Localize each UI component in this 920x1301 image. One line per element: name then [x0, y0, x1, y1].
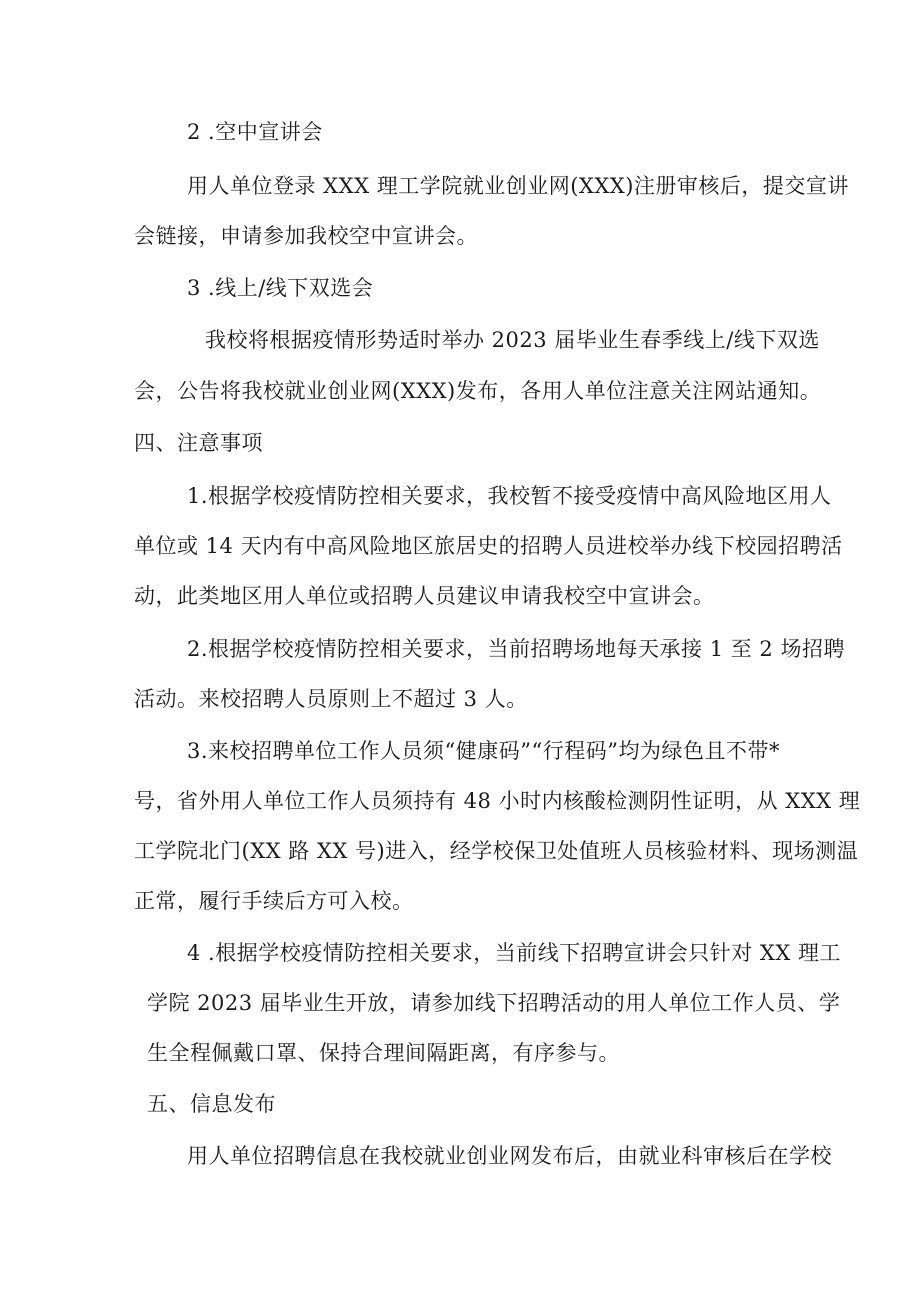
paragraph-line: 工学院北门(XX 路 XX 号)进入，经学校保卫处值班人员核验材料、现场测温 — [134, 839, 859, 863]
paragraph-line: 3.来校招聘单位工作人员须“健康码”“行程码”均为绿色且不带* — [187, 739, 780, 763]
section-heading-job-fair: 3 .线上/线下双选会 — [187, 276, 374, 300]
paragraph-line: 我校将根据疫情形势适时举办 2023 届毕业生春季线上/线下双选 — [205, 328, 820, 352]
section-heading-sky-presentation: 2 .空中宣讲会 — [187, 120, 323, 144]
paragraph-line: 会，公告将我校就业创业网(XXX)发布，各用人单位注意关注网站通知。 — [134, 379, 822, 403]
paragraph-line: 单位或 14 天内有中高风险地区旅居史的招聘人员进校举办线下校园招聘活 — [134, 534, 843, 558]
paragraph-line: 2.根据学校疫情防控相关要求，当前招聘场地每天承接 1 至 2 场招聘 — [187, 637, 845, 661]
paragraph-line: 号，省外用人单位工作人员须持有 48 小时内核酸检测阴性证明，从 XXX 理 — [134, 789, 861, 813]
paragraph-line: 正常，履行手续后方可入校。 — [134, 889, 414, 913]
paragraph-line: 4 .根据学校疫情防控相关要求，当前线下招聘宣讲会只针对 XX 理工 — [187, 941, 841, 965]
section-heading-notices: 四、注意事项 — [134, 431, 263, 455]
section-heading-info-release: 五、信息发布 — [147, 1092, 276, 1116]
paragraph-line: 活动。来校招聘人员原则上不超过 3 人。 — [134, 687, 528, 711]
paragraph-line: 用人单位登录 XXX 理工学院就业创业网(XXX)注册审核后，提交宣讲 — [187, 174, 849, 198]
paragraph-line: 会链接，申请参加我校空中宣讲会。 — [134, 224, 478, 248]
paragraph-line: 用人单位招聘信息在我校就业创业网发布后，由就业科审核后在学校 — [187, 1144, 832, 1168]
paragraph-line: 动，此类地区用人单位或招聘人员建议申请我校空中宣讲会。 — [134, 584, 715, 608]
paragraph-line: 1.根据学校疫情防控相关要求，我校暂不接受疫情中高风险地区用人 — [187, 484, 832, 508]
paragraph-line: 生全程佩戴口罩、保持合理间隔距离，有序参与。 — [147, 1041, 620, 1065]
paragraph-line: 学院 2023 届毕业生开放，请参加线下招聘活动的用人单位工作人员、学 — [147, 991, 841, 1015]
